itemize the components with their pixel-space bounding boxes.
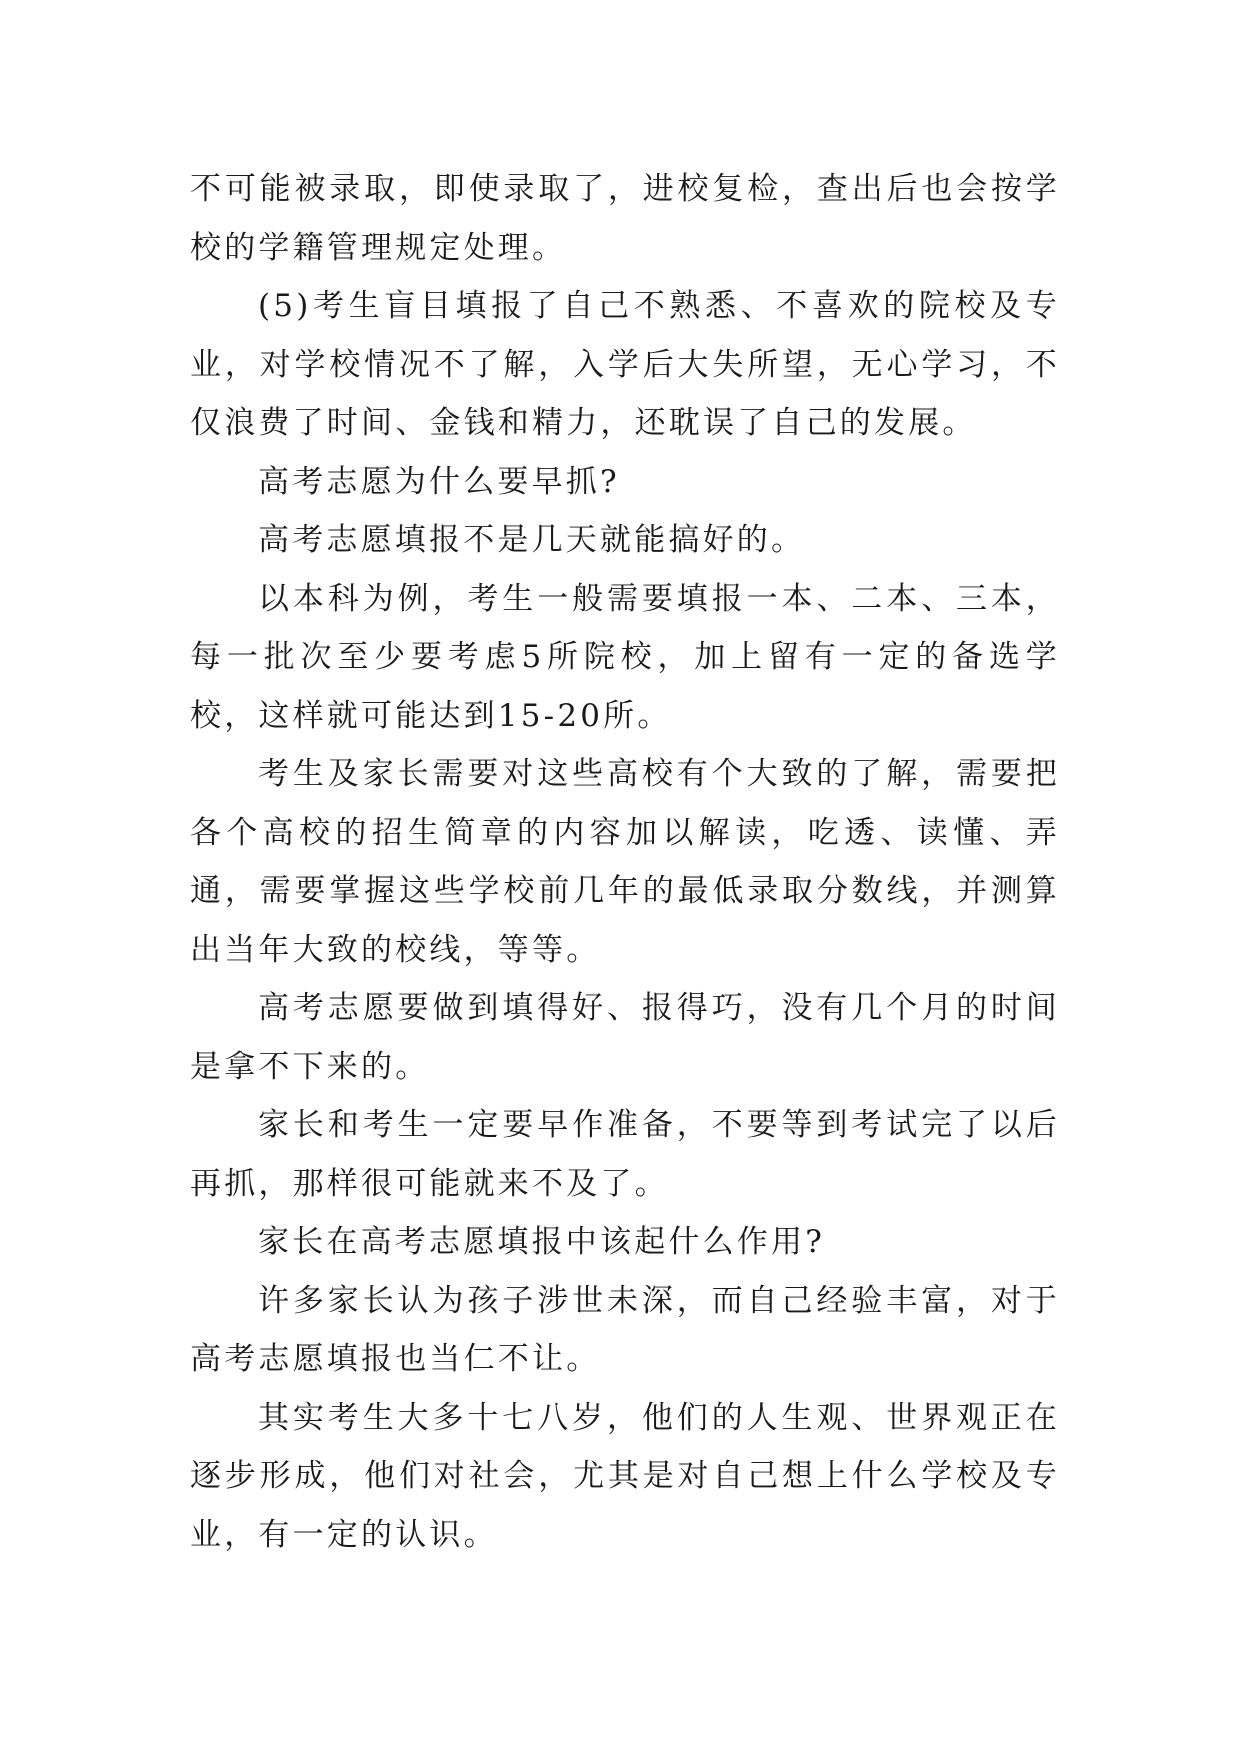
paragraph: 考生及家长需要对这些高校有个大致的了解，需要把各个高校的招生简章的内容加以解读，吃透、读懂、弄通，需要掌握这些学校前几年的最低录取分数线，并测算出当年大致的校线，等等。 [190, 756, 1060, 968]
paragraph: 高考志愿填报不是几天就能搞好的。 [258, 522, 806, 558]
paragraph: 家长和考生一定要早作准备，不要等到考试完了以后再抓，那样很可能就来不及了。 [190, 1107, 1060, 1202]
question-heading-early: 高考志愿为什么要早抓? [258, 463, 620, 500]
paragraph: 其实考生大多十七八岁，他们的人生观、世界观正在逐步形成，他们对社会，尤其是对自己想上什么学校及专业，有一定的认识。 [190, 1399, 1060, 1553]
paragraph-continuation: 不可能被录取，即使录取了，进校复检，查出后也会按学校的学籍管理规定处理。 [190, 171, 1060, 266]
paragraph-item-5: (5)考生盲目填报了自己不熟悉、不喜欢的院校及专业，对学校情况不了解，入学后大失所望，无心学习，不仅浪费了时间、金钱和精力，还耽误了自己的发展。 [190, 288, 1060, 441]
paragraph: 以本科为例，考生一般需要填报一本、二本、三本，每一批次至少要考虑5所院校，加上留有一定的备选学校，这样就可能达到15-20所。 [190, 580, 1060, 734]
question-heading-parents: 家长在高考志愿填报中该起什么作用? [258, 1224, 826, 1260]
paragraph: 许多家长认为孩子涉世未深，而自己经验丰富，对于高考志愿填报也当仁不让。 [190, 1282, 1060, 1377]
document-page [190, 160, 1060, 1564]
paragraph: 高考志愿要做到填得好、报得巧，没有几个月的时间是拿不下来的。 [190, 990, 1060, 1085]
